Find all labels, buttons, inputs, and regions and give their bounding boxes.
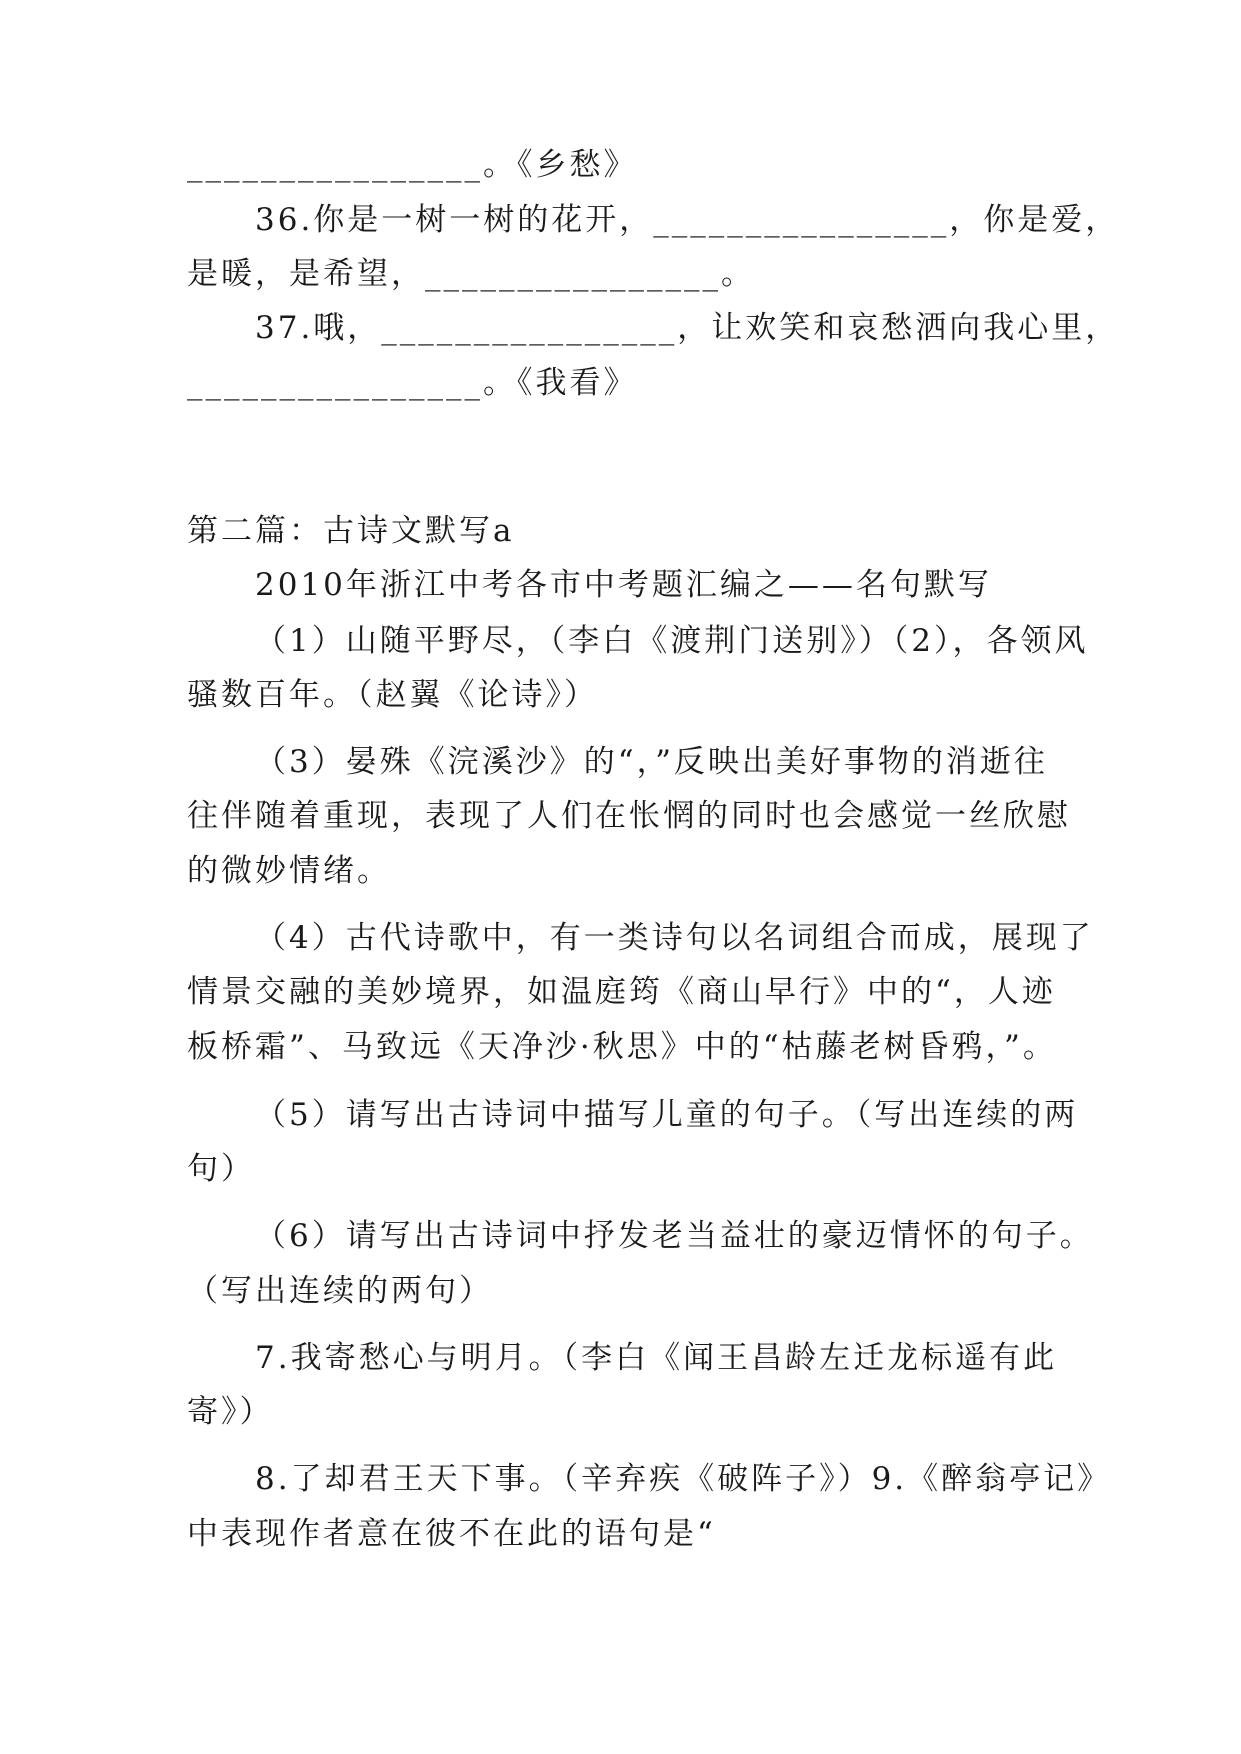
text-line: （4）古代诗歌中，有一类诗句以名词组合而成，展现了 [255, 920, 1094, 956]
text-line: （6）请写出古诗词中抒发老当益壮的豪迈情怀的句子。 [255, 1218, 1094, 1254]
text-line: 8.了却君王天下事。（辛弃疾《破阵子》）9.《醉翁亭记》 [255, 1461, 1112, 1497]
text-line: 板桥霜”、马致远《天净沙·秋思》中的“枯藤老树昏鸦，”。 [187, 1029, 1057, 1065]
text-line: 往伴随着重现，表现了人们在怅惘的同时也会感觉一丝欣慰 [187, 798, 1071, 834]
text-line: （5）请写出古诗词中描写儿童的句子。（写出连续的两 [255, 1097, 1079, 1133]
text-line: 情景交融的美妙境界，如温庭筠《商山早行》中的“，人迹 [187, 974, 1056, 1010]
text-line: （写出连续的两句） [187, 1273, 493, 1309]
text-line: 的微妙情绪。 [187, 853, 391, 889]
text-line: （3）晏殊《浣溪沙》的“，”反映出美好事物的消逝往 [255, 744, 1048, 780]
text-line: 2010年浙江中考各市中考题汇编之——名句默写 [255, 567, 992, 603]
text-line: （1）山随平野尽，（李白《渡荆门送别》）（2），各领风 [255, 623, 1089, 659]
section-heading: 第二篇：古诗文默写a [187, 513, 515, 549]
text-line: 37.哦，________________，让欢笑和哀愁洒向我心里， [255, 310, 1120, 346]
text-line: 骚数百年。（赵翼《论诗》） [187, 677, 598, 713]
text-line: 中表现作者意在彼不在此的语句是“ [187, 1516, 716, 1552]
text-line: ________________。《我看》 [187, 365, 638, 401]
text-line: 7.我寄愁心与明月。（李白《闻王昌龄左迁龙标遥有此 [255, 1340, 1058, 1376]
text-line: ________________。《乡愁》 [187, 147, 638, 183]
text-line: 寄》） [187, 1394, 274, 1430]
text-line: 是暖，是希望，________________。 [187, 256, 755, 292]
text-line: 36.你是一树一树的花开，________________，你是爱， [255, 202, 1120, 238]
text-line: 句） [187, 1151, 255, 1187]
